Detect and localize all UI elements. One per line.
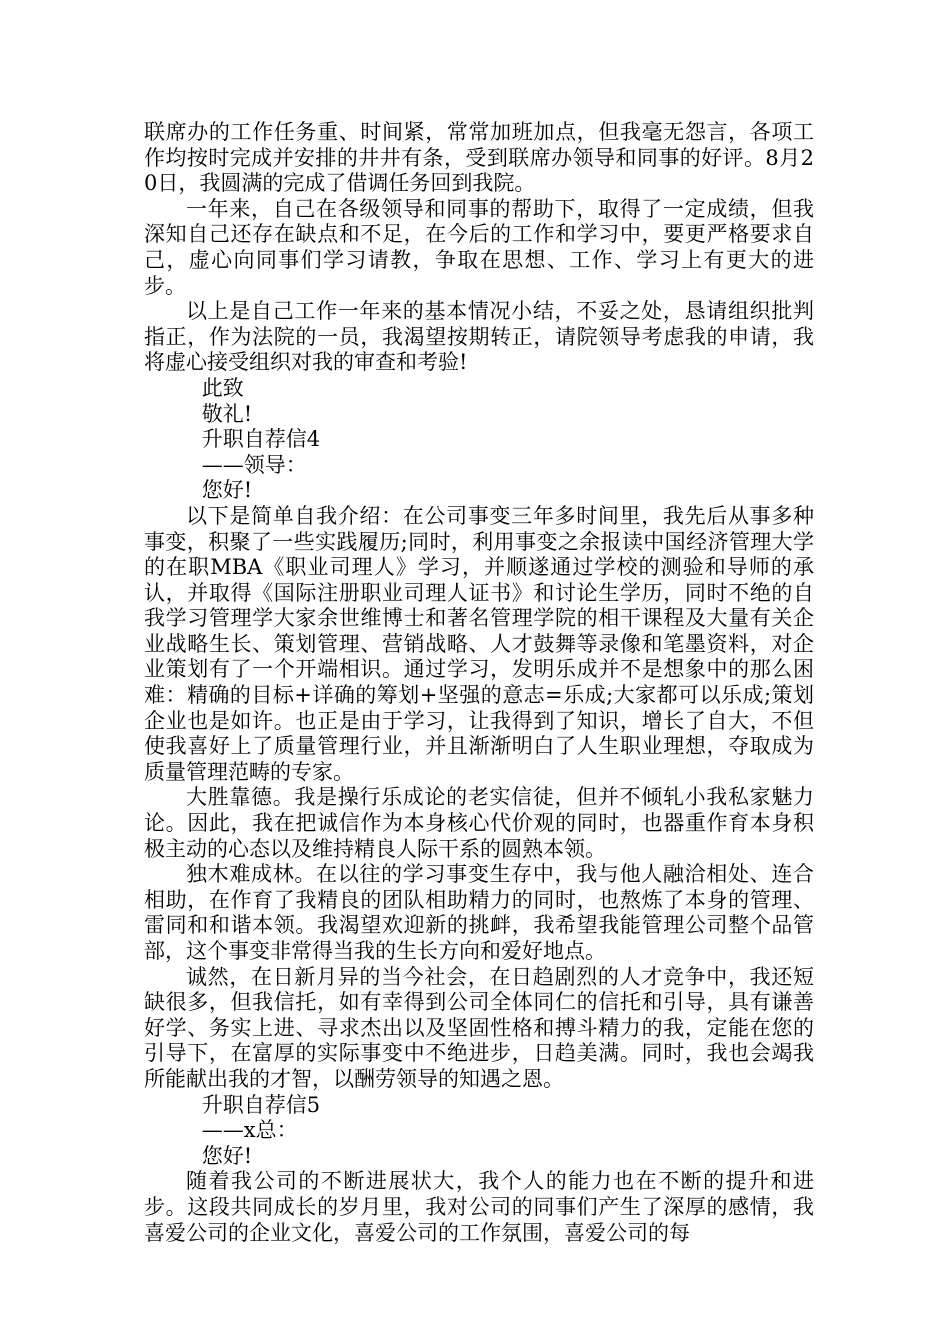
section-heading-letter-5: 升职自荐信5	[201, 1092, 321, 1117]
paragraph-summary: 一年来，自己在各级领导和同事的帮助下，取得了一定成绩，但我深知自己还存在缺点和不足，在今后的工作和学习中，要更严格要求自己，虚心向同事们学习请教，争取在思想、工作、学习上有更大的进步。	[144, 196, 814, 298]
letter-5-paragraph-intro: 随着我公司的不断进展状大，我个人的能力也在不断的提升和进步。这段共同成长的岁月里，我对公司的同事们产生了深厚的感情，我喜爱公司的企业文化，喜爱公司的工作氛围，喜爱公司的每	[144, 1169, 814, 1245]
paragraph-continuation: 联席办的工作任务重、时间紧，常常加班加点，但我毫无怨言，各项工作均按时完成并安排的井井有条，受到联席办领导和同事的好评。8月20日，我圆满的完成了借调任务回到我院。	[144, 120, 814, 196]
letter-4-paragraph-conclusion: 诚然，在日新月异的当今社会，在日趋剧烈的人才竞争中，我还短缺很多，但我信托，如有幸得到公司全体同仁的信托和引导，具有谦善好学、务实上进、寻求杰出以及坚固性格和搏斗精力的我，定能在您的引导下，在富厚的实际事变中不绝进步，日趋美满。同时，我也会竭我所能献出我的才智，以酬劳领导的知遇之恩。	[144, 964, 814, 1091]
letter-4-paragraph-teamwork: 独木难成林。在以往的学习事变生存中，我与他人融洽相处、连合相助，在作育了我精良的团队相助精力的同时，也熬炼了本身的管理、雷同和和谐本领。我渴望欢迎新的挑衅，我希望我能管理公司整个品管部，这个事变非常得当我的生长方向和爱好地点。	[144, 862, 814, 963]
letter-5-addressee: ——x总：	[201, 1118, 298, 1143]
letter-4-paragraph-intro: 以下是简单自我介绍：在公司事变三年多时间里，我先后从事多种事变，积聚了一些实践履历;同时，利用事变之余报读中国经济管理大学的在职MBA《职业司理人》学习，并顺遂通过学校的测验和导师的承认，并取得《国际注册职业司理人证书》和讨论生学历，同时不绝的自我学习管理学大家余世维博士和著名管理学院的相干课程及大量有关企业战略生长、策划管理、营销战略、人才鼓舞等录像和笔墨资料，对企业策划有了一个开端相识。通过学习，发明乐成并不是想象中的那么困难：精确的目标+详确的筹划+坚强的意志=乐成;大家都可以乐成;策划企业也是如许。也正是由于学习，让我得到了知识，增长了自大，不但使我喜好上了质量管理行业，并且渐渐明白了人生职业理想，夺取成为质量管理范畴的专家。	[144, 503, 814, 784]
letter-4-paragraph-virtue: 大胜靠德。我是操行乐成论的老实信徒，但并不倾轧小我私家魅力论。因此，我在把诚信作为本身核心代价观的同时，也器重作育本身积极主动的心态以及维持精良人际干系的圆熟本领。	[144, 785, 814, 861]
document-page	[144, 120, 814, 1246]
letter-5-greeting: 您好!	[201, 1143, 253, 1168]
letter-4-addressee: ——领导：	[201, 452, 307, 477]
salutation-cizhi: 此致	[201, 375, 244, 400]
paragraph-closing-request: 以上是自己工作一年来的基本情况小结，不妥之处，恳请组织批判指正，作为法院的一员，我渴望按期转正，请院领导考虑我的申请，我将虚心接受组织对我的审查和考验!	[144, 299, 814, 375]
salutation-jingli: 敬礼!	[201, 401, 253, 426]
section-heading-letter-4: 升职自荐信4	[201, 427, 321, 452]
letter-4-greeting: 您好!	[201, 478, 253, 503]
